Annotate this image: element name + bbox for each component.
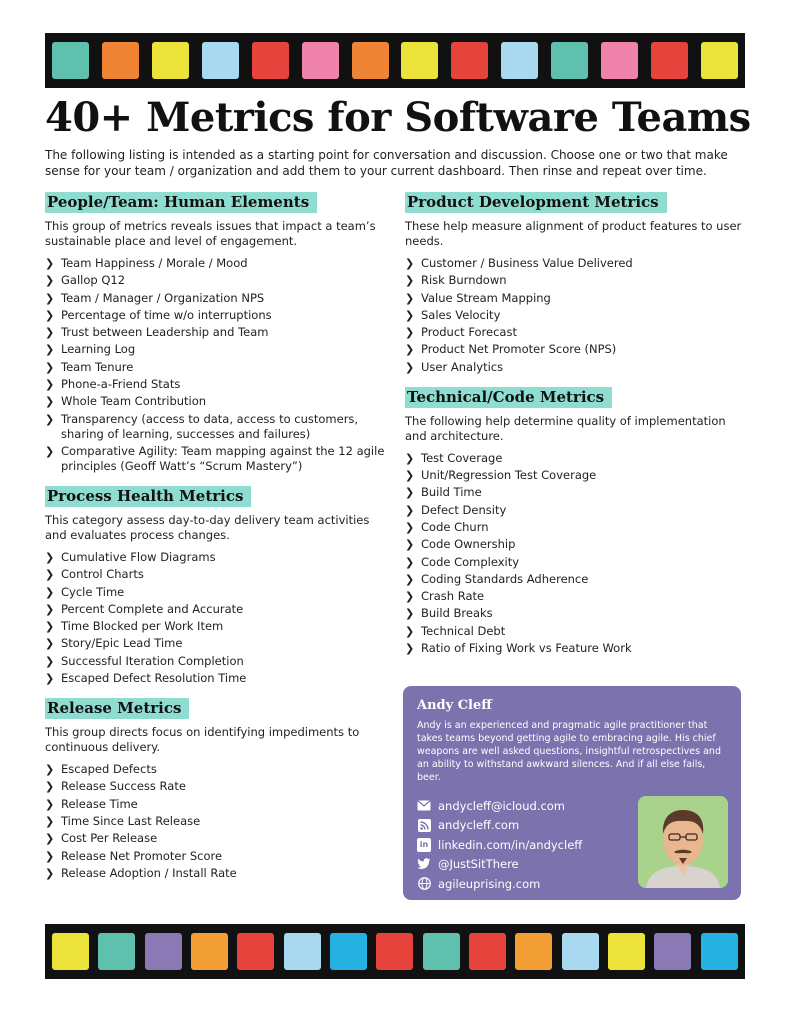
filmstrip-square	[423, 933, 460, 970]
metric-item	[45, 444, 390, 474]
metric-item	[45, 550, 390, 565]
metric-label: Defect Density	[421, 502, 507, 517]
filmstrip-square	[52, 42, 89, 79]
metric-item	[405, 256, 750, 271]
section-description: This group directs focus on identifying impediments to continuous delivery.	[45, 725, 360, 755]
metric-item	[45, 360, 390, 375]
metric-label: Customer / Business Value Delivered	[421, 256, 633, 270]
metric-label: Cost Per Release	[61, 831, 158, 846]
filmstrip-square	[608, 933, 645, 970]
metric-item	[405, 572, 750, 587]
chevron-right-icon: ❯	[45, 395, 55, 409]
chevron-right-icon: ❯	[405, 624, 415, 638]
section-description: These help measure alignment of product features to user needs.	[405, 219, 742, 248]
metric-item	[405, 308, 750, 323]
chevron-right-icon: ❯	[45, 257, 55, 270]
section-people	[45, 192, 390, 474]
chevron-right-icon: ❯	[405, 503, 415, 517]
filmstrip-square	[701, 42, 738, 79]
twitter-link[interactable]	[417, 855, 582, 875]
filmstrip-square	[145, 933, 182, 970]
metric-item	[45, 797, 390, 812]
metric-label: Control Charts	[61, 567, 144, 582]
chevron-right-icon: ❯	[405, 590, 415, 604]
metric-item	[405, 641, 750, 656]
metric-label: Unit/Regression Test Coverage	[421, 468, 597, 483]
section-description: The following help determine quality of implementation and architecture.	[405, 413, 726, 443]
metric-label: Sales Velocity	[421, 307, 501, 322]
metric-label: Team Tenure	[61, 359, 134, 374]
linkedin-text: linkedin.com/in/andycleff	[438, 837, 583, 852]
metric-label: Coding Standards Adherence	[421, 571, 589, 586]
chevron-right-icon: ❯	[405, 520, 415, 534]
filmstrip-square	[152, 42, 189, 79]
chevron-right-icon: ❯	[45, 291, 55, 305]
metric-label: Ratio of Fixing Work vs Feature Work	[421, 641, 632, 656]
section-heading: Process Health Metrics	[45, 486, 251, 507]
section-description: This category assess day-to-day delivery team activities and evaluates process changes.	[45, 512, 370, 542]
chevron-right-icon: ❯	[405, 555, 415, 569]
right-column	[405, 192, 750, 668]
metric-item	[405, 503, 750, 518]
rss-icon	[417, 818, 431, 832]
blog-text: agileuprising.com	[438, 876, 541, 891]
chevron-right-icon: ❯	[45, 585, 55, 599]
chevron-right-icon: ❯	[45, 654, 55, 668]
chevron-right-icon: ❯	[405, 291, 415, 305]
metric-label: Learning Log	[61, 342, 136, 357]
metric-label: Time Since Last Release	[61, 813, 201, 828]
metric-item	[405, 485, 750, 500]
metric-label: Successful Iteration Completion	[61, 653, 244, 668]
metric-item	[45, 308, 390, 323]
metric-label: Build Time	[421, 485, 482, 500]
metric-item	[45, 342, 390, 357]
metric-label: Trust between Leadership and Team	[61, 325, 269, 340]
metric-label: Code Complexity	[421, 554, 520, 569]
filmstrip-square	[451, 42, 488, 79]
filmstrip-bottom	[45, 924, 745, 979]
twitter-bird-icon	[417, 857, 431, 871]
metric-item	[405, 273, 750, 288]
filmstrip-square	[237, 933, 274, 970]
metric-label: Whole Team Contribution	[61, 394, 207, 409]
filmstrip-square	[551, 42, 588, 79]
metric-item	[405, 555, 750, 570]
chevron-right-icon: ❯	[45, 274, 55, 288]
metric-label: Value Stream Mapping	[421, 290, 551, 305]
chevron-right-icon: ❯	[45, 444, 55, 458]
metric-label: Risk Burndown	[421, 273, 507, 288]
chevron-right-icon: ❯	[45, 832, 55, 846]
metric-list	[45, 550, 390, 686]
filmstrip-square	[52, 933, 89, 970]
metric-label: Team Happiness / Morale / Mood	[61, 256, 248, 270]
metric-item	[405, 468, 750, 483]
filmstrip-square	[330, 933, 367, 970]
intro-text: The following listing is intended as a starting point for conversation and discussion. Choose one or two that make sense for your team / organization and add them to your current dashboard. Then rinse and repeat over time.	[45, 148, 728, 178]
metric-label: Escaped Defect Resolution Time	[61, 671, 247, 686]
author-bio-card	[403, 686, 741, 900]
chevron-right-icon: ❯	[45, 814, 55, 828]
metric-label: Release Success Rate	[61, 779, 186, 794]
email-link[interactable]	[417, 796, 582, 816]
chevron-right-icon: ❯	[45, 780, 55, 794]
chevron-right-icon: ❯	[405, 572, 415, 586]
chevron-right-icon: ❯	[45, 602, 55, 616]
chevron-right-icon: ❯	[45, 343, 55, 357]
metric-label: Cycle Time	[61, 584, 125, 599]
metric-item	[405, 589, 750, 604]
metric-item	[405, 325, 750, 340]
metric-label: Story/Epic Lead Time	[61, 636, 183, 651]
chevron-right-icon: ❯	[405, 257, 415, 270]
chevron-right-icon: ❯	[45, 763, 55, 777]
linkedin-icon: in	[417, 838, 431, 852]
metric-label: Code Ownership	[421, 537, 516, 552]
metric-label: Transparency (access to data, access to customers, sharing of learning, successes and failures)	[61, 411, 359, 441]
metric-item	[45, 412, 390, 442]
metric-item	[45, 291, 390, 306]
author-about: Andy is an experienced and pragmatic agile practitioner that takes teams beyond getting agile to embracing agile. His chief weapons are well asked questions, insightful retrospectives and an ability to withstand awkward silences. And if all else fails, beer.	[417, 720, 721, 783]
chevron-right-icon: ❯	[405, 469, 415, 483]
blog-link[interactable]	[417, 874, 582, 894]
metric-item	[45, 814, 390, 829]
metric-label: Gallop Q12	[61, 273, 126, 288]
chevron-right-icon: ❯	[45, 326, 55, 340]
metric-label: Code Churn	[421, 519, 489, 534]
metric-label: Release Net Promoter Score	[61, 848, 223, 863]
section-process	[45, 486, 390, 686]
globe-icon	[417, 877, 431, 891]
metric-label: Time Blocked per Work Item	[61, 619, 224, 634]
metric-item	[45, 619, 390, 634]
metric-label: Product Forecast	[421, 325, 517, 340]
filmstrip-square	[284, 933, 321, 970]
chevron-right-icon: ❯	[405, 360, 415, 374]
chevron-right-icon: ❯	[45, 412, 55, 426]
chevron-right-icon: ❯	[405, 642, 415, 656]
metric-item	[45, 866, 390, 881]
chevron-right-icon: ❯	[45, 308, 55, 322]
chevron-right-icon: ❯	[45, 797, 55, 811]
website-text: andycleff.com	[438, 818, 520, 833]
metric-label: Release Adoption / Install Rate	[61, 865, 237, 880]
author-name: Andy Cleff	[417, 698, 492, 713]
metric-item	[45, 394, 390, 409]
twitter-text: @JustSitThere	[438, 857, 519, 872]
filmstrip-square	[102, 42, 139, 79]
filmstrip-square	[252, 42, 289, 79]
metric-item	[405, 360, 750, 375]
metric-item	[45, 256, 390, 271]
left-column	[45, 192, 390, 893]
section-heading: Technical/Code Metrics	[405, 387, 612, 408]
filmstrip-square	[469, 933, 506, 970]
filmstrip-square	[501, 42, 538, 79]
chevron-right-icon: ❯	[405, 451, 415, 465]
metric-item	[405, 342, 750, 357]
metric-label: Team / Manager / Organization NPS	[61, 290, 265, 305]
section-heading: People/Team: Human Elements	[45, 192, 317, 213]
chevron-right-icon: ❯	[405, 607, 415, 621]
linkedin-link[interactable]	[417, 835, 582, 855]
envelope-icon	[417, 799, 431, 813]
page-title: 40+ Metrics for Software Teams	[45, 94, 751, 141]
metric-label: Cumulative Flow Diagrams	[61, 549, 216, 564]
chevron-right-icon: ❯	[45, 550, 55, 564]
filmstrip-square	[401, 42, 438, 79]
metric-item	[45, 585, 390, 600]
chevron-right-icon: ❯	[45, 672, 55, 686]
chevron-right-icon: ❯	[405, 343, 415, 357]
metric-label: Technical Debt	[421, 623, 506, 638]
metric-item	[405, 520, 750, 535]
metric-label: Release Time	[61, 796, 138, 811]
metric-list	[405, 256, 750, 375]
chevron-right-icon: ❯	[45, 866, 55, 880]
section-product	[405, 192, 750, 375]
metric-item	[45, 602, 390, 617]
metric-label: Percent Complete and Accurate	[61, 601, 244, 616]
metric-label: Percentage of time w/o interruptions	[61, 307, 272, 322]
metric-item	[45, 567, 390, 582]
chevron-right-icon: ❯	[45, 360, 55, 374]
filmstrip-square	[376, 933, 413, 970]
filmstrip-square	[202, 42, 239, 79]
section-heading: Release Metrics	[45, 698, 189, 719]
section-technical	[405, 387, 750, 656]
metric-label: Product Net Promoter Score (NPS)	[421, 342, 617, 357]
metric-label: Test Coverage	[421, 450, 503, 465]
website-link[interactable]	[417, 816, 582, 836]
section-release	[45, 698, 390, 881]
metric-item	[45, 849, 390, 864]
metric-item	[45, 654, 390, 669]
chevron-right-icon: ❯	[405, 326, 415, 340]
chevron-right-icon: ❯	[45, 849, 55, 863]
filmstrip-square	[601, 42, 638, 79]
section-description: This group of metrics reveals issues that impact a team’s sustainable place and level of engagement.	[45, 219, 376, 248]
chevron-right-icon: ❯	[45, 378, 55, 392]
metric-item	[45, 779, 390, 794]
chevron-right-icon: ❯	[45, 620, 55, 634]
metric-item	[405, 451, 750, 466]
chevron-right-icon: ❯	[405, 274, 415, 288]
metric-item	[45, 831, 390, 846]
metric-item	[45, 762, 390, 777]
metric-label: User Analytics	[421, 359, 504, 374]
filmstrip-square	[302, 42, 339, 79]
filmstrip-square	[191, 933, 228, 970]
metric-item	[45, 273, 390, 288]
metric-label: Crash Rate	[421, 589, 485, 604]
metric-item	[45, 636, 390, 651]
filmstrip-square	[701, 933, 738, 970]
metric-item	[405, 606, 750, 621]
chevron-right-icon: ❯	[405, 486, 415, 500]
filmstrip-square	[651, 42, 688, 79]
author-portrait	[638, 796, 728, 888]
chevron-right-icon: ❯	[405, 308, 415, 322]
metric-list	[45, 256, 390, 474]
metric-label: Comparative Agility: Team mapping against the 12 agile principles (Geoff Watt’s “Scrum Mastery”)	[61, 443, 385, 473]
metric-list	[45, 762, 390, 881]
filmstrip-square	[654, 933, 691, 970]
chevron-right-icon: ❯	[45, 637, 55, 651]
filmstrip-square	[98, 933, 135, 970]
contact-links	[417, 796, 582, 894]
email-text: andycleff@icloud.com	[438, 798, 566, 813]
metric-label: Phone-a-Friend Stats	[61, 377, 181, 392]
section-heading: Product Development Metrics	[405, 192, 667, 213]
filmstrip-square	[352, 42, 389, 79]
metric-label: Escaped Defects	[61, 762, 157, 777]
filmstrip-square	[515, 933, 552, 970]
metric-item	[405, 291, 750, 306]
metric-item	[45, 377, 390, 392]
filmstrip-square	[562, 933, 599, 970]
metric-item	[45, 325, 390, 340]
metric-label: Build Breaks	[421, 606, 493, 621]
filmstrip-top	[45, 33, 745, 88]
metric-list	[405, 451, 750, 656]
metric-item	[405, 624, 750, 639]
chevron-right-icon: ❯	[405, 538, 415, 552]
metric-item	[45, 671, 390, 686]
chevron-right-icon: ❯	[45, 568, 55, 582]
metric-item	[405, 537, 750, 552]
